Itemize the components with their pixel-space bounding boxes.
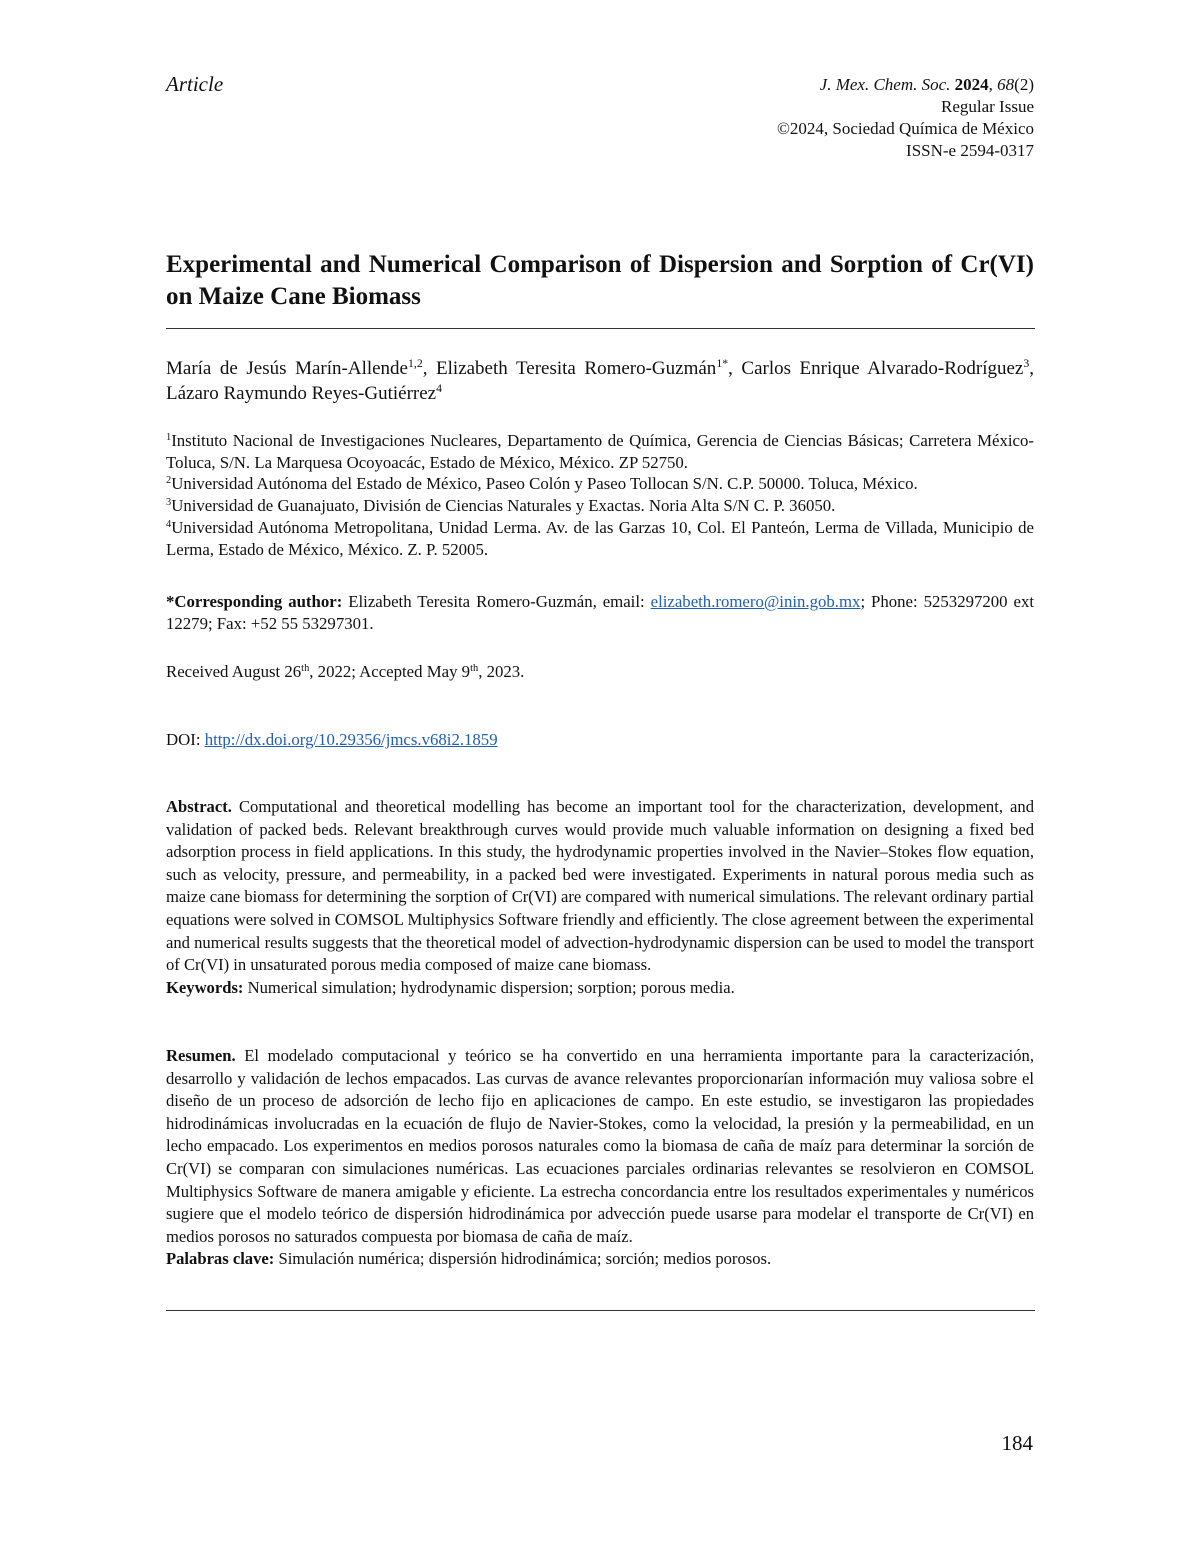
journal-year: 2024 xyxy=(954,75,989,94)
received-text: , 2023. xyxy=(478,662,525,681)
received-text: Received August 26 xyxy=(166,662,302,681)
abstract-paragraph xyxy=(166,796,1034,977)
author-affiliation-marker: 1* xyxy=(716,356,729,370)
affiliation-text: Instituto Nacional de Investigaciones Nucleares, Departamento de Química, Gerencia de Ciencias Básicas; Carretera México-Toluca, S/N. La Marquesa Ocoyoacác, Estado de México, México. ZP 52750. xyxy=(166,431,1034,472)
affiliations xyxy=(166,430,1034,560)
author-email-link[interactable]: elizabeth.romero@inin.gob.mx xyxy=(650,592,861,611)
keywords-text: Numerical simulation; hydrodynamic dispersion; sorption; porous media. xyxy=(243,977,735,997)
author-name: María de Jesús Marín-Allende xyxy=(166,358,408,379)
author-affiliation-marker: 3 xyxy=(1023,356,1030,370)
palabras-clave-line xyxy=(166,1248,1034,1271)
issn: ISSN-e 2594-0317 xyxy=(906,141,1034,160)
issue-type: Regular Issue xyxy=(940,97,1034,116)
journal-info xyxy=(574,74,1034,162)
affiliation-item xyxy=(166,517,1034,560)
abstract-divider xyxy=(166,1310,1035,1311)
keywords-line xyxy=(166,977,1034,1000)
ordinal-suffix: th xyxy=(470,662,479,674)
author-name: Carlos Enrique Alvarado-Rodríguez xyxy=(741,358,1024,379)
author-separator: , xyxy=(728,358,742,379)
title-divider xyxy=(166,328,1035,329)
page-number: 184 xyxy=(1001,1431,1033,1455)
journal-volume: 68 xyxy=(997,75,1015,94)
doi-label: DOI: xyxy=(166,730,205,749)
affiliation-text: Universidad de Guanajuato, División de Ciencias Naturales y Exactas. Noria Alta S/N C. P. 36050. xyxy=(171,496,836,516)
resumen-paragraph xyxy=(166,1045,1034,1248)
affiliation-text: Universidad Autónoma Metropolitana, Unidad Lerma. Av. de las Garzas 10, Col. El Panteón, Lerma de Villada, Municipio de Lerma, Estado de México, México. Z. P. 52005. xyxy=(166,517,1034,559)
affiliation-number: 2 xyxy=(166,475,172,487)
author-affiliation-marker: 4 xyxy=(436,381,443,395)
author-separator: , xyxy=(1029,358,1035,379)
affiliation-number: 1 xyxy=(166,431,172,443)
ordinal-suffix: th xyxy=(301,662,310,674)
abstract-text: Computational and theoretical modelling has become an important tool for the characterization, development, and validation of packed beds. Relevant breakthrough curves would provide much valuable information on designing a fixed bed adsorption process in field applications. In this study, the hydrodynamic properties involved in the Navier–Stokes flow equation, such as velocity, pressure, and permeability, in a packed bed were investigated. Experiments in natural porous media such as maize cane biomass for determining the sorption of Cr(VI) are compared with numerical simulations. The relevant ordinary partial equations were solved in COMSOL Multiphysics Software friendly and efficiently. The close agreement between the experimental and numerical results suggests that the theoretical model of advection-hydrodynamic dispersion can be used to model the transport of Cr(VI) in unsaturated porous media composed of maize cane biomass. xyxy=(166,797,1034,975)
affiliation-item xyxy=(166,430,1034,473)
author-separator: , xyxy=(422,358,437,379)
received-text: , 2022; Accepted May 9 xyxy=(309,662,471,681)
affiliation-number: 3 xyxy=(166,496,172,508)
corresponding-author-text: Elizabeth Teresita Romero-Guzmán, email: xyxy=(342,592,651,611)
resumen-label: Resumen. xyxy=(166,1046,236,1065)
author-list xyxy=(166,356,1034,406)
affiliation-item xyxy=(166,473,1034,495)
corresponding-author xyxy=(166,591,1034,635)
copyright: ©2024, Sociedad Química de México xyxy=(777,119,1034,138)
journal-name: J. Mex. Chem. Soc. xyxy=(819,75,951,94)
journal-citation: J. Mex. Chem. Soc. 2024, 68(2) xyxy=(819,75,1034,94)
journal-issue: (2) xyxy=(1014,75,1034,94)
resumen-text: El modelado computacional y teórico se ha convertido en una herramienta importante para la caracterización, desarrollo y validación de lechos empacados. Las curvas de avance relevantes proporcionarían información muy valiosa sobre el diseño de un proceso de adsorción de lecho fijo en aplicaciones de campo. En este estudio, se investigaron las propiedades hidrodinámicas involucradas en la ecuación de flujo de Navier-Stokes, como la velocidad, la presión y la permeabilidad, en un lecho empacado. Los experimentos en medios porosos naturales como la biomasa de caña de maíz para determinar la sorción de Cr(VI) se comparan con simulaciones numéricas. Las ecuaciones parciales ordinarias relevantes se resolvieron en COMSOL Multiphysics Software de manera amigable y eficiente. La estrecha concordancia entre los resultados experimentales y numéricos sugiere que el modelo teórico de dispersión hidrodinámica por advección puede usarse para modelar el transporte de Cr(VI) en medios porosos no saturados compuesta por biomasa de caña de maíz. xyxy=(166,1046,1034,1246)
palabras-clave-text: Simulación numérica; dispersión hidrodinámica; sorción; medios porosos. xyxy=(274,1249,772,1269)
author-affiliation-marker: 1,2 xyxy=(408,356,423,370)
corresponding-author-label: *Corresponding author: xyxy=(166,592,343,611)
resumen-section xyxy=(166,1045,1034,1271)
affiliation-number: 4 xyxy=(166,518,172,530)
doi-link[interactable]: http://dx.doi.org/10.29356/jmcs.v68i2.1859 xyxy=(204,730,498,749)
article-type-label: Article xyxy=(166,72,224,96)
abstract-label: Abstract. xyxy=(166,797,232,816)
received-dates xyxy=(166,661,1034,683)
keywords-label: Keywords: xyxy=(166,977,244,997)
corresponding-author-contact: ; Phone: 5253297200 ext 12279; Fax: +52 55 53297301. xyxy=(166,592,1034,633)
affiliation-item xyxy=(166,495,1034,517)
abstract-section xyxy=(166,796,1034,999)
author-name: Elizabeth Teresita Romero-Guzmán xyxy=(436,358,717,379)
paper-title: Experimental and Numerical Comparison of Dispersion and Sorption of Cr(VI) on Maize Cane Biomass xyxy=(166,251,1034,310)
author-name: Lázaro Raymundo Reyes-Gutiérrez xyxy=(166,383,437,404)
affiliation-text: Universidad Autónoma del Estado de México, Paseo Colón y Paseo Tollocan S/N. C.P. 50000. Toluca, México. xyxy=(171,474,918,494)
doi-line xyxy=(166,729,1034,751)
palabras-clave-label: Palabras clave: xyxy=(166,1249,275,1269)
